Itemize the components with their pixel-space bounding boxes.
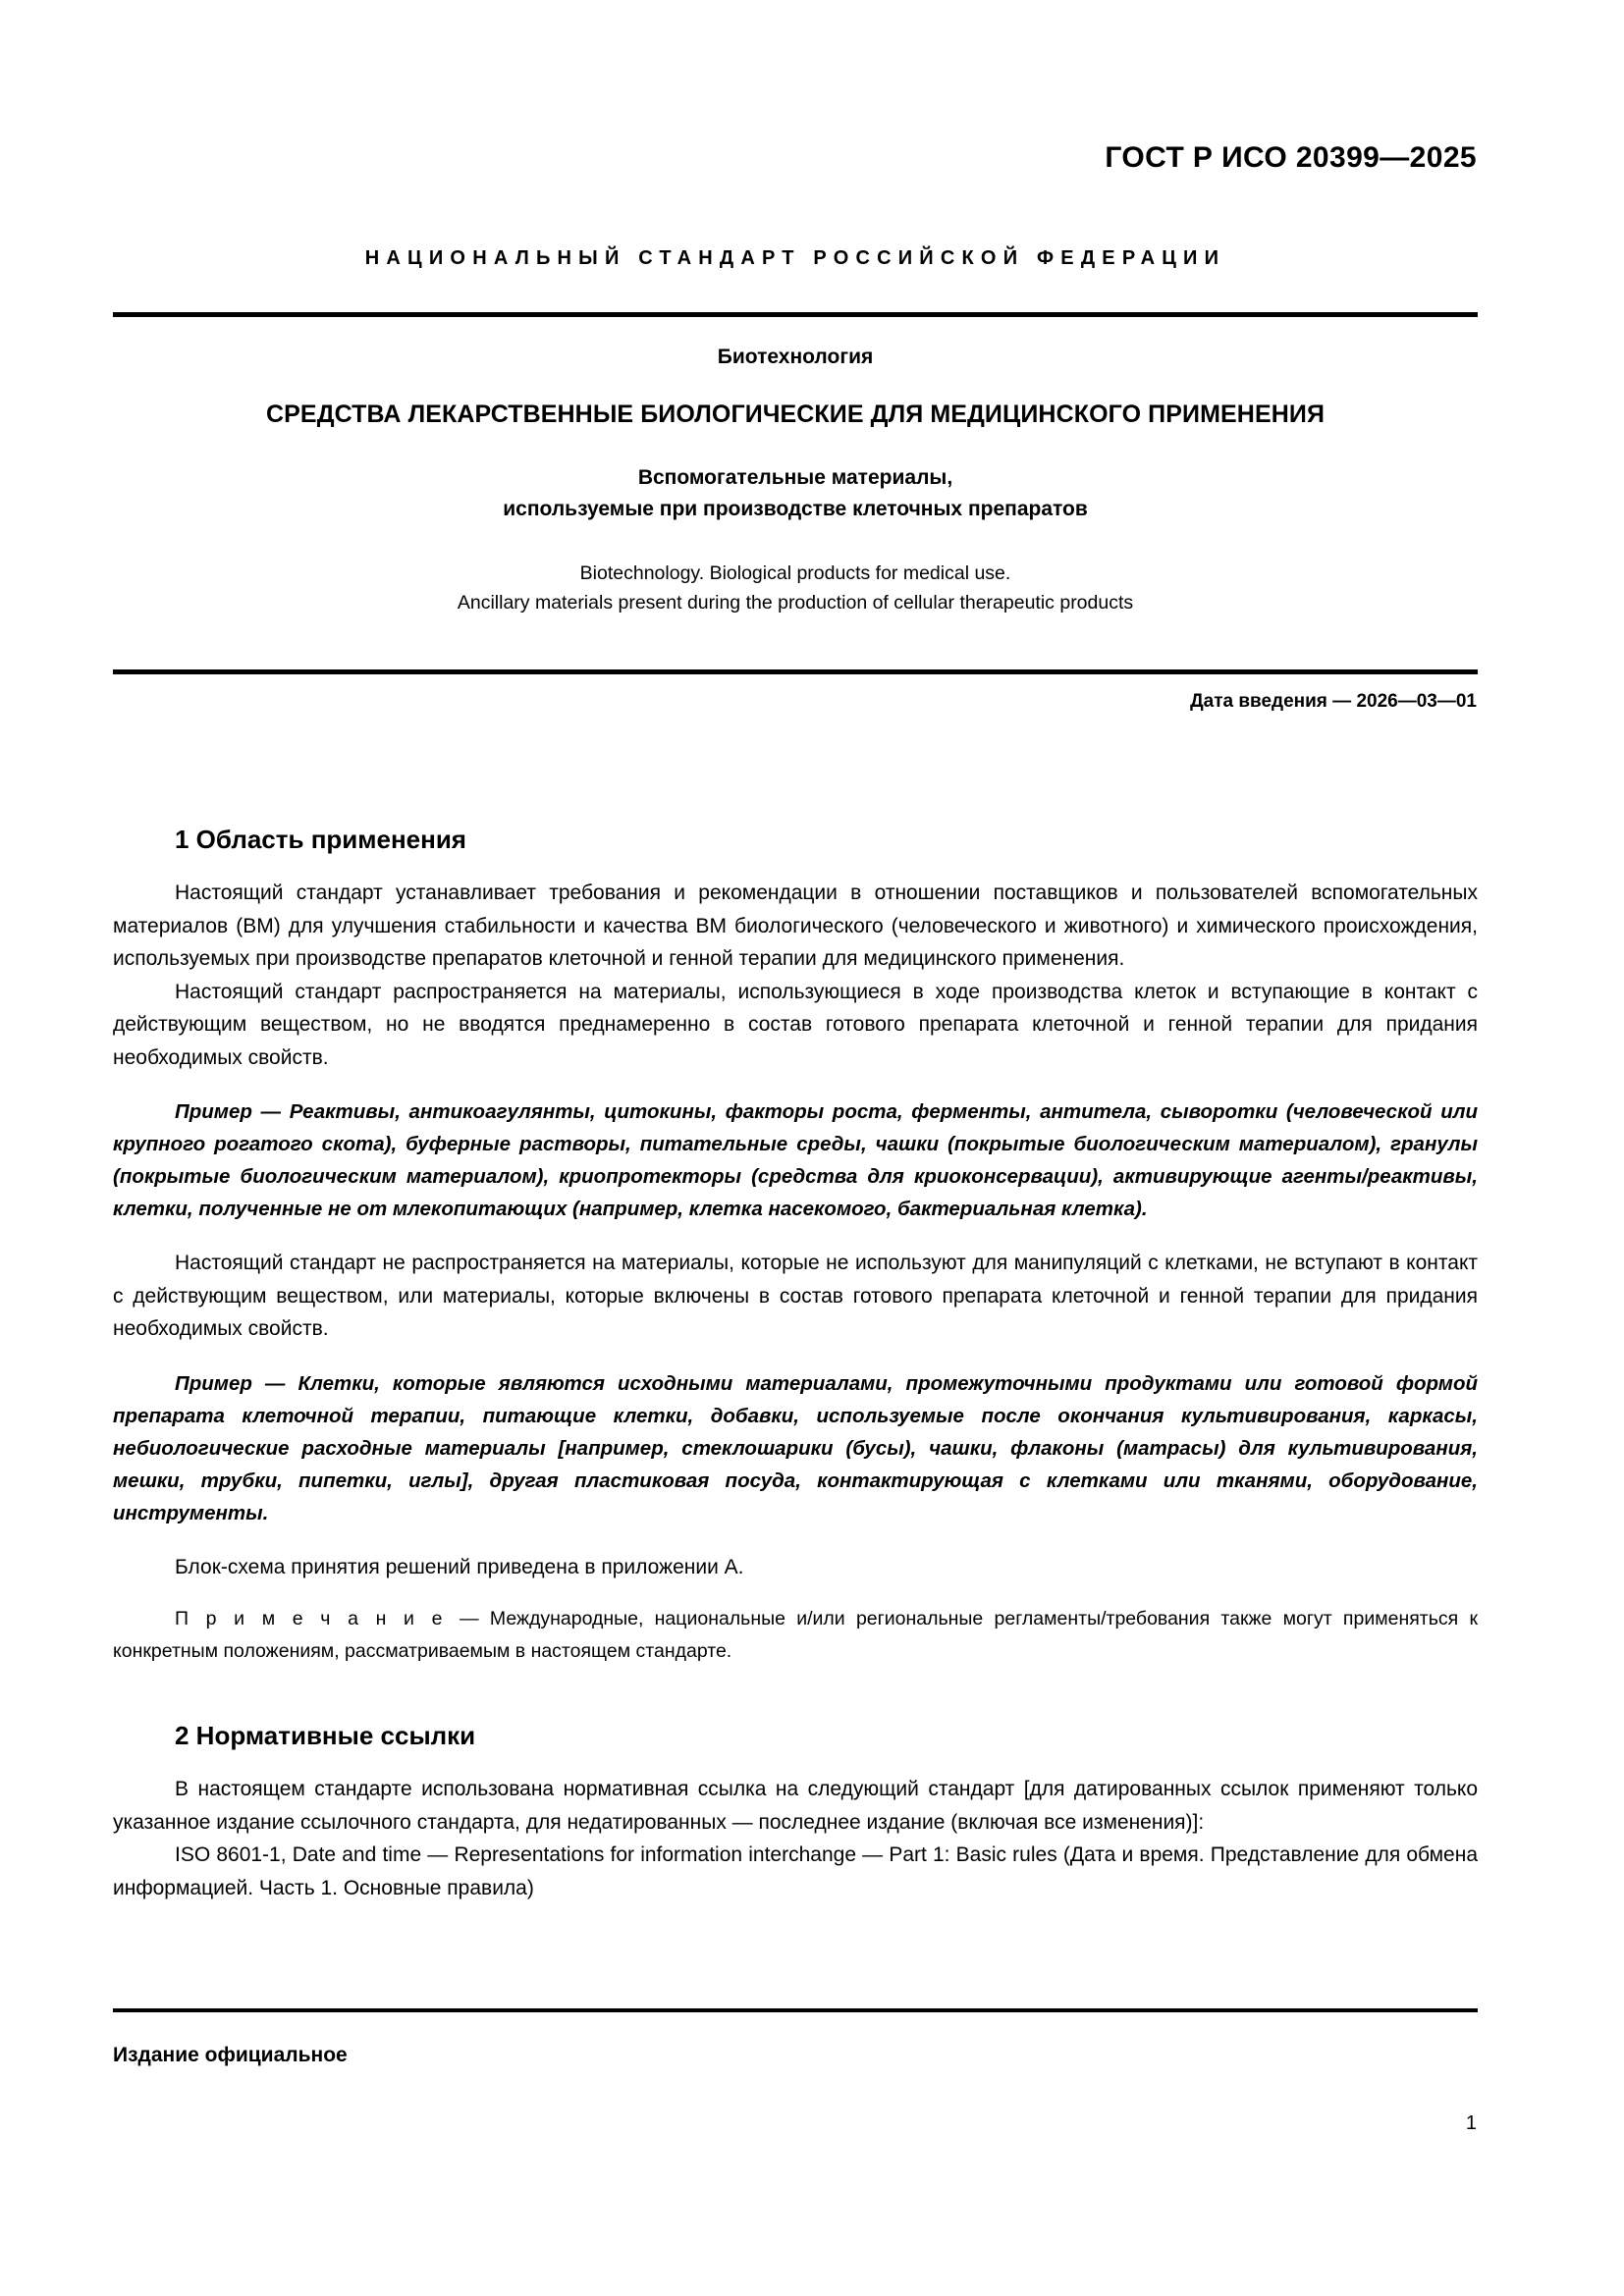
title-english-line1: Biotechnology. Biological products for medical use.: [579, 562, 1011, 584]
heading-section-2: 2 Нормативные ссылки: [175, 1721, 476, 1750]
note-label: П р и м е ч а н и е: [175, 1608, 460, 1629]
title-subtitle-line2: используемые при производстве клеточных препаратов: [503, 498, 1088, 520]
title-subtitle: [113, 462, 1478, 525]
national-standard-banner: НАЦИОНАЛЬНЫЙ СТАНДАРТ РОССИЙСКОЙ ФЕДЕРАЦИИ: [364, 247, 1226, 269]
paragraph-scope-2: Настоящий стандарт распространяется на материалы, использующиеся в ходе производства клеток и вступающие в контакт с действующим веществом, но не вводятся преднамеренно в состав готового препарата клеточной и генной терапии для придания необходимых свойств.: [113, 980, 1478, 1069]
paragraph-flowchart-reference: Блок-схема принятия решений приведена в приложении А.: [175, 1555, 744, 1578]
title-main: СРЕДСТВА ЛЕКАРСТВЕННЫЕ БИОЛОГИЧЕСКИЕ ДЛЯ МЕДИЦИНСКОГО ПРИМЕНЕНИЯ: [265, 400, 1326, 428]
paragraph-normative-reference-iso8601: ISO 8601-1, Date and time — Representations for information interchange — Part 1: Basic rules (Дата и время. Представление для обмена информацией. Часть 1. Основные правила): [113, 1843, 1478, 1899]
example-block-2: Пример — Клетки, которые являются исходными материалами, промежуточными продуктами или готовой формой препарата клеточной терапии, питающие клетки, добавки, используемые после окончания культивирования, каркасы, небиологические расходные материалы [например, стеклошарики (бусы), чашки, флаконы (матрасы) для культивирования, мешки, трубки, пипетки, иглы], другая пластиковая посуда, контактирующая с клетками или тканями, оборудование, инструменты.: [113, 1371, 1478, 1524]
title-subtitle-line1: Вспомогательные материалы,: [637, 466, 953, 489]
example-block-1: Пример — Реактивы, антикоагулянты, цитокины, факторы роста, ферменты, антитела, сыворотки (человеческой или крупного рогатого скота), буферные растворы, питательные среды, чашки (покрытые биологическим материалом), гранулы (покрытые биологическим материалом), криопротекторы (средства для криоконсервации), активирующие агенты/реактивы, клетки, полученные не от млекопитающих (например, клетка насекомого, бактериальная клетка).: [113, 1100, 1478, 1220]
document-body: [113, 825, 1478, 1904]
paragraph-scope-3: Настоящий стандарт не распространяется на материалы, которые не используют для манипуляций с клетками, не вступают в контакт с действующим веществом, или материалы, которые включены в состав готового препарата клеточной и генной терапии для придания необходимых свойств.: [113, 1252, 1478, 1340]
rule-below-title: [113, 669, 1478, 674]
title-block: [113, 346, 1478, 617]
official-edition-label: Издание официальное: [113, 2044, 348, 2066]
title-english: [113, 559, 1478, 617]
rule-above-title: [113, 312, 1478, 317]
title-field: Биотехнология: [717, 346, 874, 368]
page-number: 1: [1465, 2112, 1477, 2134]
title-english-line2: Ancillary materials present during the production of cellular therapeutic products: [457, 592, 1134, 614]
heading-section-1: 1 Область применения: [175, 825, 466, 854]
note-block-1: [113, 1603, 1478, 1668]
note-text: — Международные, национальные и/или региональные регламенты/требования также могут применяться к конкретным положениям, рассматриваемым в настоящем стандарте.: [113, 1608, 1478, 1662]
document-number: ГОСТ Р ИСО 20399—2025: [1105, 141, 1477, 174]
rule-above-footer: [113, 2008, 1478, 2012]
introduction-date: Дата введения — 2026—03—01: [1190, 691, 1477, 712]
paragraph-normative-1: В настоящем стандарте использована нормативная ссылка на следующий стандарт [для датированных ссылок применяют только указанное издание ссылочного стандарта, для недатированных — последнее издание (включая все изменения)]:: [113, 1778, 1478, 1834]
paragraph-scope-1: Настоящий стандарт устанавливает требования и рекомендации в отношении поставщиков и пользователей вспомогательных материалов (ВМ) для улучшения стабильности и качества ВМ биологического (человеческого и животного) и химического происхождения, используемых при производстве препаратов клеточной и генной терапии для медицинского применения.: [113, 881, 1478, 970]
